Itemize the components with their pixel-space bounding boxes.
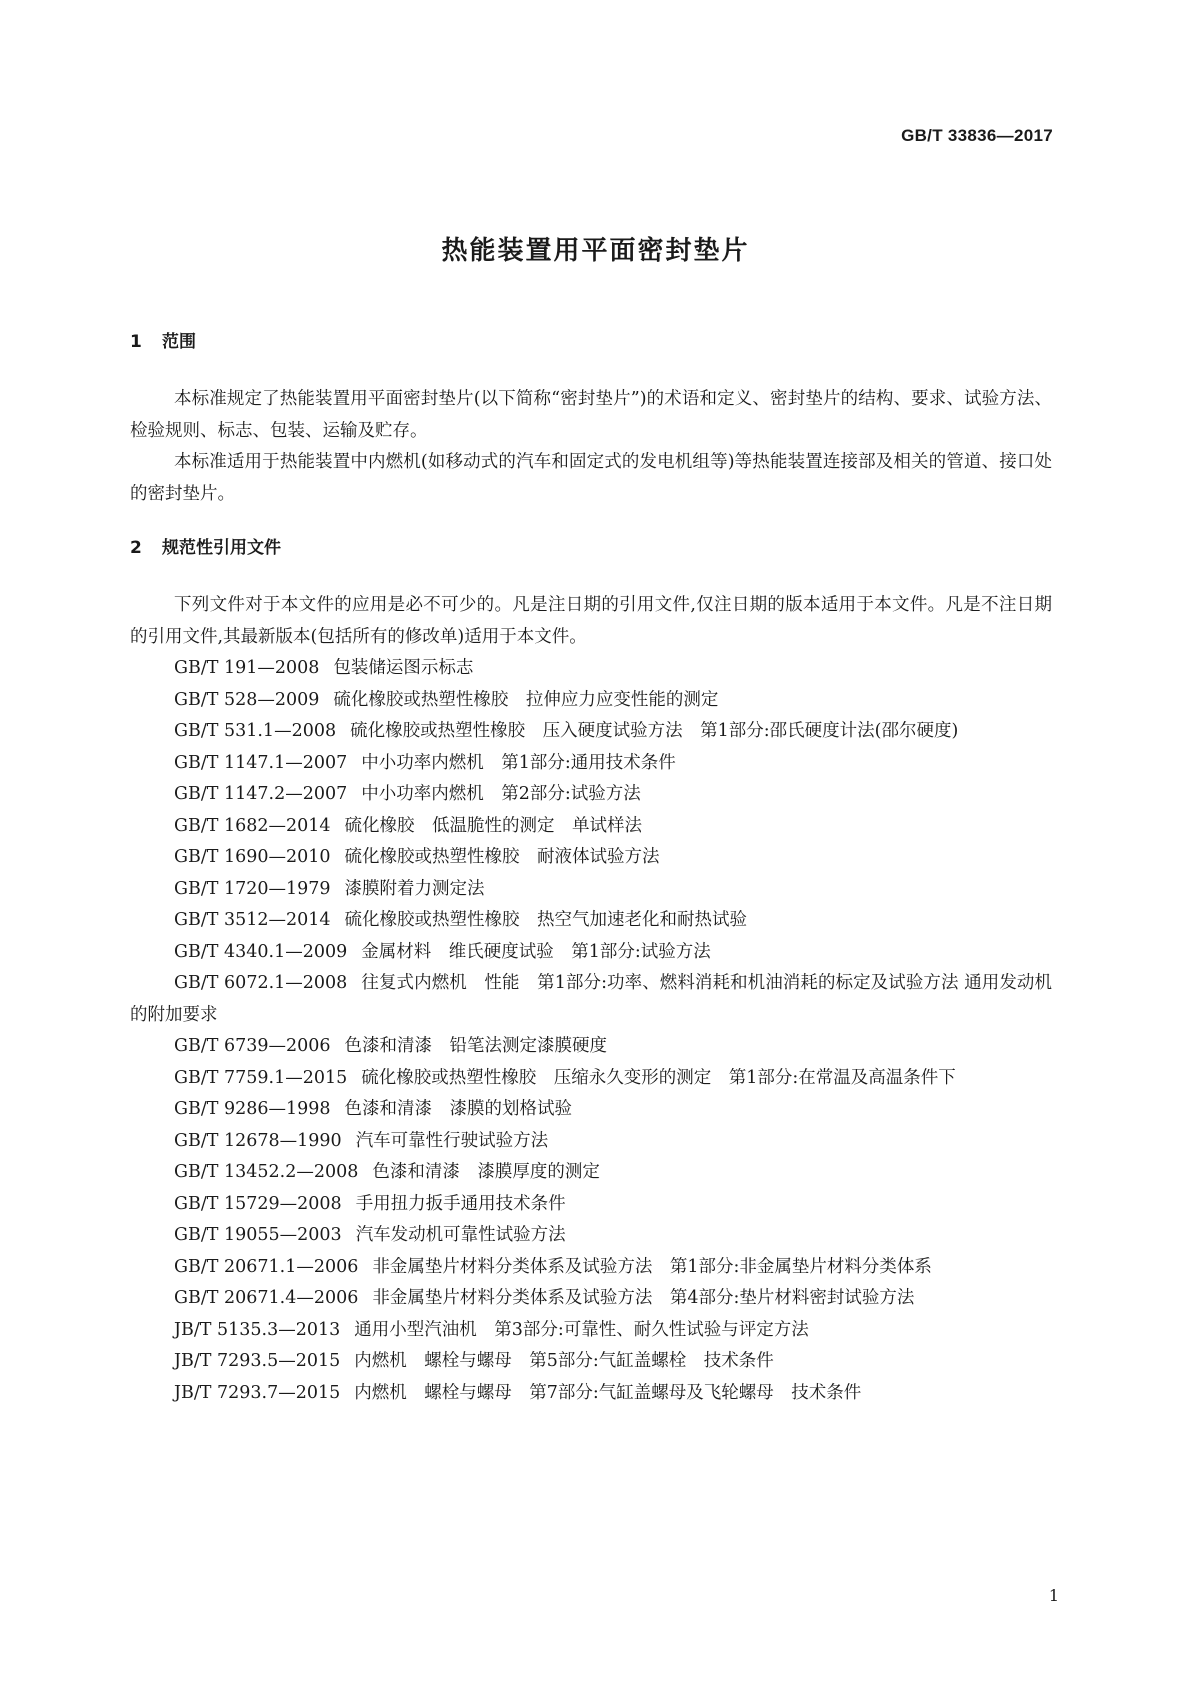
section-heading-references	[130, 536, 1052, 560]
reference-title: 中小功率内燃机 第1部分:通用技术条件	[361, 752, 676, 773]
reference-code: GB/T 13452.2—2008	[174, 1162, 359, 1182]
reference-item	[130, 716, 1052, 748]
reference-code: GB/T 191—2008	[174, 658, 320, 678]
reference-item	[130, 1189, 1052, 1221]
reference-title: 漆膜附着力测定法	[344, 878, 485, 899]
section-title: 范围	[162, 332, 196, 352]
reference-title: 硫化橡胶 低温脆性的测定 单试样法	[344, 815, 643, 836]
document-body	[130, 330, 1052, 1409]
reference-item	[130, 1094, 1052, 1126]
reference-code: GB/T 3512—2014	[174, 910, 331, 930]
reference-item	[130, 1315, 1052, 1347]
reference-title: 通用小型汽油机 第3部分:可靠性、耐久性试验与评定方法	[354, 1319, 809, 1340]
reference-code: JB/T 7293.5—2015	[174, 1351, 341, 1371]
page-number: 1	[1048, 1586, 1059, 1605]
section-heading-scope	[130, 330, 1052, 354]
reference-item	[130, 811, 1052, 843]
reference-title: 汽车可靠性行驶试验方法	[355, 1130, 549, 1151]
reference-item	[130, 1252, 1052, 1284]
reference-item	[130, 779, 1052, 811]
reference-code: GB/T 1147.1—2007	[174, 752, 348, 773]
reference-code: GB/T 528—2009	[174, 689, 320, 710]
reference-item	[130, 1220, 1052, 1252]
reference-code: GB/T 4340.1—2009	[174, 941, 348, 962]
reference-code: JB/T 7293.7—2015	[174, 1382, 341, 1403]
reference-title: 内燃机 螺栓与螺母 第5部分:气缸盖螺栓 技术条件	[354, 1351, 774, 1371]
reference-code: GB/T 1682—2014	[174, 815, 331, 836]
reference-title: 包装储运图示标志	[333, 658, 474, 678]
reference-list	[130, 653, 1052, 1409]
scope-paragraph: 本标准规定了热能装置用平面密封垫片(以下简称“密封垫片”)的术语和定义、密封垫片的结构、要求、试验方法、检验规则、标志、包装、运输及贮存。	[130, 389, 1052, 441]
standard-number: GB/T 33836—2017	[901, 126, 1053, 145]
reference-title: 硫化橡胶或热塑性橡胶 热空气加速老化和耐热试验	[344, 910, 748, 930]
scope-paragraph: 本标准适用于热能装置中内燃机(如移动式的汽车和固定式的发电机组等)等热能装置连接部及相关的管道、接口处的密封垫片。	[130, 452, 1052, 504]
reference-title: 金属材料 维氏硬度试验 第1部分:试验方法	[361, 941, 711, 962]
reference-item	[130, 1283, 1052, 1315]
reference-item	[130, 1126, 1052, 1158]
references-intro: 下列文件对于本文件的应用是必不可少的。凡是注日期的引用文件,仅注日期的版本适用于本文件。凡是不注日期的引用文件,其最新版本(包括所有的修改单)适用于本文件。	[130, 595, 1052, 647]
reference-item	[130, 685, 1052, 717]
reference-title: 硫化橡胶或热塑性橡胶 压缩永久变形的测定 第1部分:在常温及高温条件下	[361, 1067, 956, 1088]
reference-title: 往复式内燃机 性能 第1部分:功率、燃料消耗和机油消耗的标定及试验方法 通用发动机的附加要求	[130, 973, 1052, 1025]
section-title: 规范性引用文件	[162, 538, 281, 558]
reference-code: JB/T 5135.3—2013	[174, 1319, 341, 1340]
reference-code: GB/T 20671.4—2006	[174, 1288, 359, 1308]
reference-title: 硫化橡胶或热塑性橡胶 压入硬度试验方法 第1部分:邵氏硬度计法(邵尔硬度)	[350, 721, 959, 741]
reference-title: 内燃机 螺栓与螺母 第7部分:气缸盖螺母及飞轮螺母 技术条件	[354, 1382, 862, 1403]
reference-title: 硫化橡胶或热塑性橡胶 拉伸应力应变性能的测定	[333, 689, 719, 710]
reference-code: GB/T 7759.1—2015	[174, 1067, 348, 1088]
reference-item	[130, 1063, 1052, 1095]
reference-item	[130, 874, 1052, 906]
reference-title: 色漆和清漆 铅笔法测定漆膜硬度	[344, 1036, 608, 1056]
section-number: 2	[130, 538, 142, 558]
reference-title: 中小功率内燃机 第2部分:试验方法	[361, 784, 641, 804]
reference-item	[130, 748, 1052, 780]
reference-code: GB/T 20671.1—2006	[174, 1256, 359, 1277]
reference-item	[130, 1157, 1052, 1189]
reference-code: GB/T 9286—1998	[174, 1099, 331, 1119]
reference-code: GB/T 6072.1—2008	[174, 973, 348, 993]
reference-code: GB/T 1147.2—2007	[174, 784, 348, 804]
reference-code: GB/T 19055—2003	[174, 1225, 342, 1245]
reference-item	[130, 653, 1052, 685]
reference-code: GB/T 531.1—2008	[174, 721, 337, 741]
reference-title: 硫化橡胶或热塑性橡胶 耐液体试验方法	[344, 847, 660, 867]
reference-title: 色漆和清漆 漆膜厚度的测定	[372, 1162, 600, 1182]
reference-code: GB/T 15729—2008	[174, 1193, 342, 1214]
reference-item	[130, 1378, 1052, 1410]
reference-item	[130, 842, 1052, 874]
section-number: 1	[130, 332, 142, 352]
reference-item	[130, 937, 1052, 969]
reference-item	[130, 1031, 1052, 1063]
reference-title: 手用扭力扳手通用技术条件	[355, 1193, 566, 1214]
reference-item	[130, 905, 1052, 937]
reference-title: 非金属垫片材料分类体系及试验方法 第4部分:垫片材料密封试验方法	[372, 1288, 915, 1308]
reference-title: 汽车发动机可靠性试验方法	[355, 1225, 566, 1245]
reference-code: GB/T 6739—2006	[174, 1036, 331, 1056]
reference-title: 色漆和清漆 漆膜的划格试验	[344, 1099, 573, 1119]
document-title: 热能装置用平面密封垫片	[441, 236, 750, 266]
reference-title: 非金属垫片材料分类体系及试验方法 第1部分:非金属垫片材料分类体系	[372, 1256, 932, 1277]
reference-code: GB/T 1720—1979	[174, 878, 331, 899]
reference-code: GB/T 1690—2010	[174, 847, 331, 867]
reference-item	[130, 968, 1052, 1031]
reference-code: GB/T 12678—1990	[174, 1130, 342, 1151]
reference-item	[130, 1346, 1052, 1378]
